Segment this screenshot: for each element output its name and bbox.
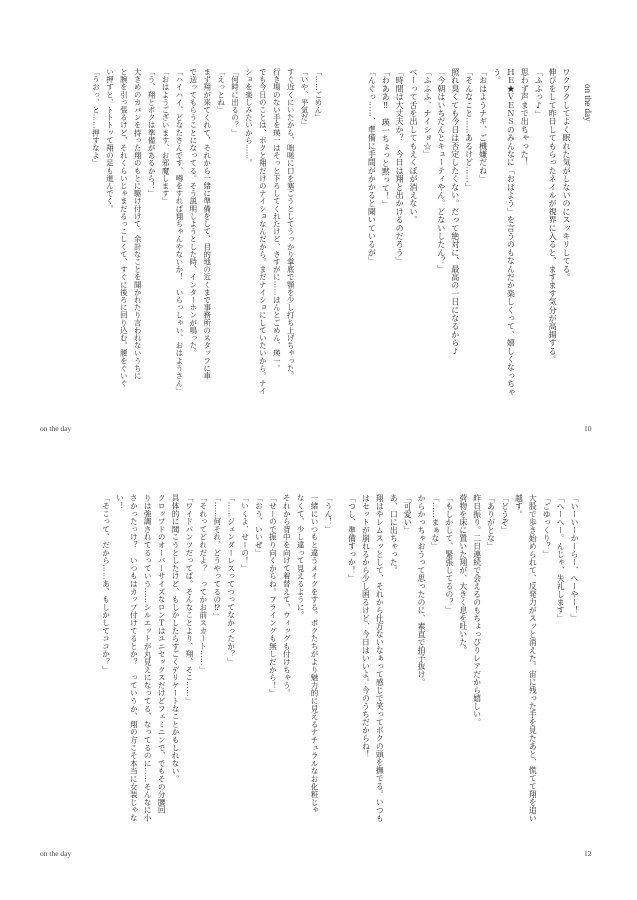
text-line: なくて、少し違って見えるように。 (296, 494, 306, 619)
text-line: 「いや、平気だ」 (300, 68, 310, 129)
text-line: 「時間は大丈夫か？ 今日は翔と出かけるのだろう」 (395, 68, 405, 265)
text-line: 「ふふっ♪」 (534, 68, 544, 119)
text-line: 「いーいーかーらー、へーやー！」 (570, 494, 579, 622)
text-line: 昨日振り。二日連続で会えるのもちょっぴりレアだから嬉しい。 (472, 494, 482, 726)
text-line: 「うおっ、と……押すなよ」 (91, 68, 101, 167)
page-12 (0, 450, 637, 900)
text-line: はセットが崩れるから少し困るけど、今日はいいよ。今のうちだからね！ (361, 494, 371, 758)
text-line: からかっちゃおうって思ったのに、素直で拍子抜け。 (417, 494, 427, 686)
text-line: まず翔が来てくれて、それから一緒に準備をして、目的地の近くまで事務所のスタッフに車 (202, 68, 212, 380)
text-line: 「……ごめん」 (314, 68, 323, 122)
text-line: 行き場のない手を瑛一はそっと下ろしてくれたけど、さすがに……ほんとごめん、瑛一。 (272, 68, 282, 372)
text-line: 思わず声まで出ちゃった！ (520, 68, 530, 167)
running-header: on the day (583, 84, 593, 122)
text-block-right (345, 494, 581, 824)
text-line: 越す。 (514, 494, 524, 518)
text-line: 「えっとね」 (216, 68, 226, 114)
text-line: 「……何それ、どうやってるの⁉」 (212, 494, 222, 621)
text-line: 「へーへー。んじゃ、失礼します」 (556, 494, 566, 622)
footer-title: on the day (40, 849, 72, 858)
text-line: 「おはようございます、お邪魔します」 (161, 68, 171, 205)
text-line: 「ハイハイ、どなたさんです、噂をすれば翔ちゃんやないか！ いらっしゃい、おはようさん」 (174, 68, 184, 395)
text-line: い押すと、トトトッて翔の足も進んでく。 (105, 68, 115, 213)
footer-title: on the day (40, 424, 72, 433)
text-line: 「……ジェンダーレスってつってなかったか？」 (226, 494, 236, 666)
text-line: 「んぐっ……、準備に手間がかかると聞いているが」 (367, 68, 377, 265)
text-line: 「今朝はいちだんとキューティやん。どないしたん？」 (436, 68, 446, 273)
text-line: 「おう、いいぜ」 (254, 494, 264, 557)
text-line: 「ワイドパンツだってば。そんなことより、翔、そこ……」 (184, 494, 194, 705)
text-line: 「……まぁな」 (430, 494, 440, 550)
text-line: でも今日のことは、ボクと翔だけのナイショなんだから。まだナイショにしていたいから。ナイ (258, 68, 268, 395)
text-line: ワクワクしてよく眠れた気がしないのにスッキリしてる。 (562, 68, 571, 282)
text-line: と腕を引っ張るけど、それくらいじゃまだるっこしくて、すぐに後ろに回り込む。腰をぐいぐ (119, 68, 129, 388)
page-number: 10 (584, 424, 592, 433)
text-line: 大股で歩き始められて、反発力がスッと消えた。宙に残った手を見たあと、慌てて翔を追い (528, 494, 538, 822)
text-line: 「つし、準備すっか！」 (347, 494, 357, 582)
text-line: 具体的に聞こうとしたけど、もしかしたらすごくデリケートなことかもしれない。 (171, 494, 181, 783)
text-line: 「いくよ、せーの！」 (240, 494, 250, 572)
text-line: ショを楽しみたいから……。 (244, 68, 254, 167)
text-line: 「もしかして、緊張してるの？」 (444, 494, 454, 614)
text-line: 「ありがとな」 (486, 494, 496, 550)
text-line: 「ふふふ、ナイショ☆」 (422, 68, 432, 159)
text-line: りは強調されてるっていう……シルエットが丸見えになってる、なってるのに……そんなに小 (143, 494, 153, 822)
text-line: 「そこって、だから……あ、もしかしてココか？」 (101, 494, 111, 674)
text-line: 「うん！」 (324, 494, 333, 533)
text-line: クロップドのオーバーサイズなロンＴはユニセックスだけどフェミニンで、でもその分腰回 (157, 494, 167, 814)
text-line: 「可愛い」 (403, 494, 413, 534)
text-line: さかったっけ？ いつもはカップ付けてるとか？ っていうか、翔の方こそ本当に女装じゃな (129, 494, 139, 822)
text-line: 大きめのカバンを持った翔のもとに駆け付けて、余計なことを聞かれたり言われないうちに (133, 68, 143, 380)
text-line: 伸びをして昨日してもらったネイルが視界に入ると、ますます気分が高揚する。 (548, 68, 558, 364)
text-line: べーって舌を出してもえくぼが消えない。 (409, 68, 419, 224)
text-line: 「わああ‼ 瑛一ちょっと黙って！」 (381, 68, 391, 209)
text-line: 「何時に出るの？」 (230, 68, 240, 137)
page-number: 12 (584, 849, 592, 858)
text-line: あ、口に出ちゃった。 (389, 494, 399, 574)
text-block-right (364, 68, 573, 398)
text-line: それから背中を向けて着替えて、ウィッグも付けちゃう。 (282, 494, 292, 697)
text-line: 翔はやレムスッとして、それから仕方ないなぁって感じで笑ってボクの頭を撫でる。いつも (375, 494, 385, 822)
text-line: 「どうぞ」 (500, 494, 510, 534)
text-block-left (99, 494, 335, 824)
text-block-left (89, 68, 325, 398)
text-line: い！ (115, 494, 125, 510)
text-line: 「う、翔とボクは準備があるから！」 (147, 68, 157, 198)
text-line: 「せーので振り向くからね。フライングも無しだから！」 (268, 494, 278, 697)
text-line: 「それってどれだよ？ ってかお前スカート……」 (198, 494, 208, 674)
text-line: 「そんなこと……あるけど……」 (464, 68, 474, 191)
text-line: 荷物を床に置いた翔が、大きく息を吐いた。 (458, 494, 468, 654)
text-line: 「ごゆっくり？」 (542, 494, 552, 558)
text-line: 一緒にいつもと違うメイクをする。ボクたちがより魅力的に見えるナチュラルなお化粧じゃ (310, 494, 320, 814)
text-line: 「おはようナギ、ご機嫌だね」 (478, 68, 488, 183)
text-line: すぐ近くにいたから、咄嗟に口を塞ごうとしてうっかり掌底で顎を少し打ち上げちゃった。 (286, 68, 296, 380)
text-line: 照れ臭くても今日は否定したくない。だって絶対に、最高の一日になるから♪ (450, 68, 460, 356)
text-line: で送ってもらうことになってる。そう説明しようとした時、インターホンが鳴った。 (188, 68, 198, 357)
text-line: ＨＥ★ＶＥＮＳのみんなに「おはよう」を言うのもなんだか楽しくって、嬉しくなっちゃ (506, 68, 516, 396)
text-line: う。 (492, 68, 502, 85)
